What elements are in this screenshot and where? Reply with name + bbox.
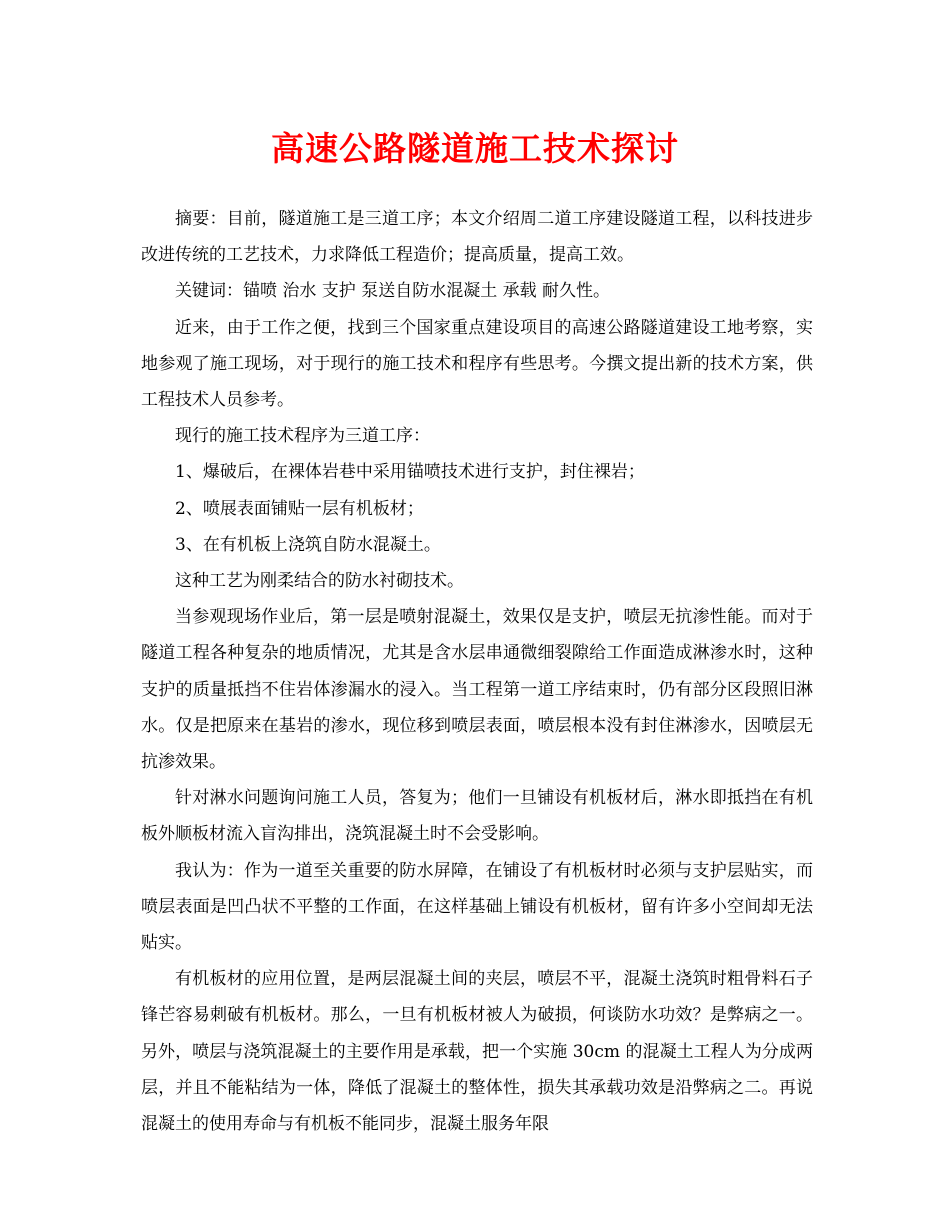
keywords-paragraph: 关键词：锚喷 治水 支护 泵送自防水混凝土 承载 耐久性。 bbox=[175, 281, 611, 302]
body-paragraph: 我认为：作为一道至关重要的防水屏障，在铺设了有机板材时必须与支护层贴实，而喷层表面是凹凸状不平整的工作面，在这样基础上铺设有机板材，留有许多小空间却无法贴实。 bbox=[141, 860, 813, 954]
body-paragraph: 有机板材的应用位置，是两层混凝土间的夹层，喷层不平，混凝土浇筑时粗骨料石子锋芒容易刺破有机板材。那么，一旦有机板材被人为破损，何谈防水功效？是弊病之一。另外，喷层与浇筑混凝土的主要作用是承载，把一个实施 30cm 的混凝土工程人为分成两层，并且不能粘结为一体，降低了混凝土的整体性，损失其承载功效是沿弊病之二。再说混凝土的使用寿命与有机板不能同步，混凝土服务年限 bbox=[141, 969, 813, 1135]
body-paragraph: 这种工艺为刚柔结合的防水衬砌技术。 bbox=[175, 571, 464, 592]
abstract-paragraph: 摘要：目前，隧道施工是三道工序；本文介绍周二道工序建设隧道工程，以科技进步改进传统的工艺技术，力求降低工程造价；提高质量，提高工效。 bbox=[141, 209, 813, 266]
body-paragraph: 针对淋水问题询问施工人员，答复为；他们一旦铺设有机板材后，淋水即抵挡在有机板外顺板材流入盲沟排出，浇筑混凝土时不会受影响。 bbox=[141, 788, 813, 845]
list-item: 1、爆破后，在裸体岩巷中采用锚喷技术进行支护，封住裸岩； bbox=[175, 462, 645, 483]
document-body bbox=[141, 201, 813, 1142]
body-paragraph: 近来，由于工作之便，找到三个国家重点建设项目的高速公路隧道建设工地考察，实地参观了施工现场，对于现行的施工技术和程序有些思考。今撰文提出新的技术方案，供工程技术人员参考。 bbox=[141, 317, 813, 411]
body-paragraph: 当参观现场作业后，第一层是喷射混凝土，效果仅是支护，喷层无抗渗性能。而对于隧道工程各种复杂的地质情况，尤其是含水层串通微细裂隙给工作面造成淋渗水时，这种支护的质量抵挡不住岩体渗漏水的浸入。当工程第一道工序结束时，仍有部分区段照旧淋水。仅是把原来在基岩的渗水，现位移到喷层表面，喷层根本没有封住淋渗水，因喷层无抗渗效果。 bbox=[141, 607, 813, 773]
document-title: 高速公路隧道施工技术探讨 bbox=[271, 129, 679, 168]
list-item: 3、在有机板上浇筑自防水混凝土。 bbox=[175, 534, 441, 555]
body-paragraph: 现行的施工技术程序为三道工序： bbox=[175, 426, 430, 447]
list-item: 2、喷展表面铺贴一层有机板材； bbox=[175, 498, 424, 519]
